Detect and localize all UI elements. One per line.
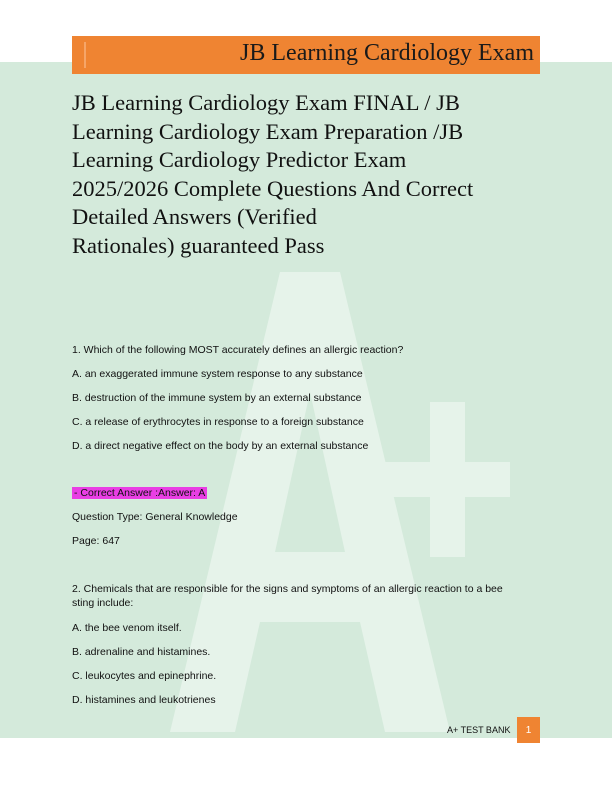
- question-1-text: 1. Which of the following MOST accurately defines an allergic reaction?: [72, 344, 404, 356]
- footer-label: A+ TEST BANK: [447, 725, 511, 735]
- question-1-option-c: C. a release of erythrocytes in response to a foreign substance: [72, 416, 364, 428]
- question-2-option-b: B. adrenaline and histamines.: [72, 646, 211, 658]
- title-line: Learning Cardiology Exam Preparation /JB: [72, 118, 464, 144]
- title-line: 2025/2026 Complete Questions And Correct: [72, 175, 474, 201]
- title-line: Rationales) guaranteed Pass: [72, 232, 325, 258]
- question-1-option-d: D. a direct negative effect on the body by an external substance: [72, 440, 369, 452]
- question-1-page: Page: 647: [72, 535, 120, 547]
- title-line: Learning Cardiology Predictor Exam: [72, 147, 407, 172]
- question-2-option-a: A. the bee venom itself.: [72, 622, 182, 634]
- title-line: Detailed Answers (Verified: [72, 204, 317, 229]
- question-1-option-a: A. an exaggerated immune system response to any substance: [72, 368, 363, 380]
- document-title: [72, 89, 542, 260]
- header-title: JB Learning Cardiology Exam: [240, 40, 534, 66]
- title-line: JB Learning Cardiology Exam FINAL / JB: [72, 90, 460, 115]
- page-number-badge: 1: [517, 717, 540, 743]
- header-stripe: [84, 42, 86, 68]
- question-1-type: Question Type: General Knowledge: [72, 511, 238, 523]
- question-1-answer: [72, 486, 207, 500]
- answer-highlight: - Correct Answer :Answer: A: [74, 487, 206, 499]
- header-bar: [72, 36, 540, 74]
- question-2-option-c: C. leukocytes and epinephrine.: [72, 670, 217, 682]
- question-2-text-line-2: sting include:: [72, 597, 134, 609]
- question-2-option-d: D. histamines and leukotrienes: [72, 694, 216, 706]
- question-1-option-b: B. destruction of the immune system by an external substance: [72, 392, 362, 404]
- question-2-text-line-1: 2. Chemicals that are responsible for the signs and symptoms of an allergic reaction to a bee: [72, 583, 503, 595]
